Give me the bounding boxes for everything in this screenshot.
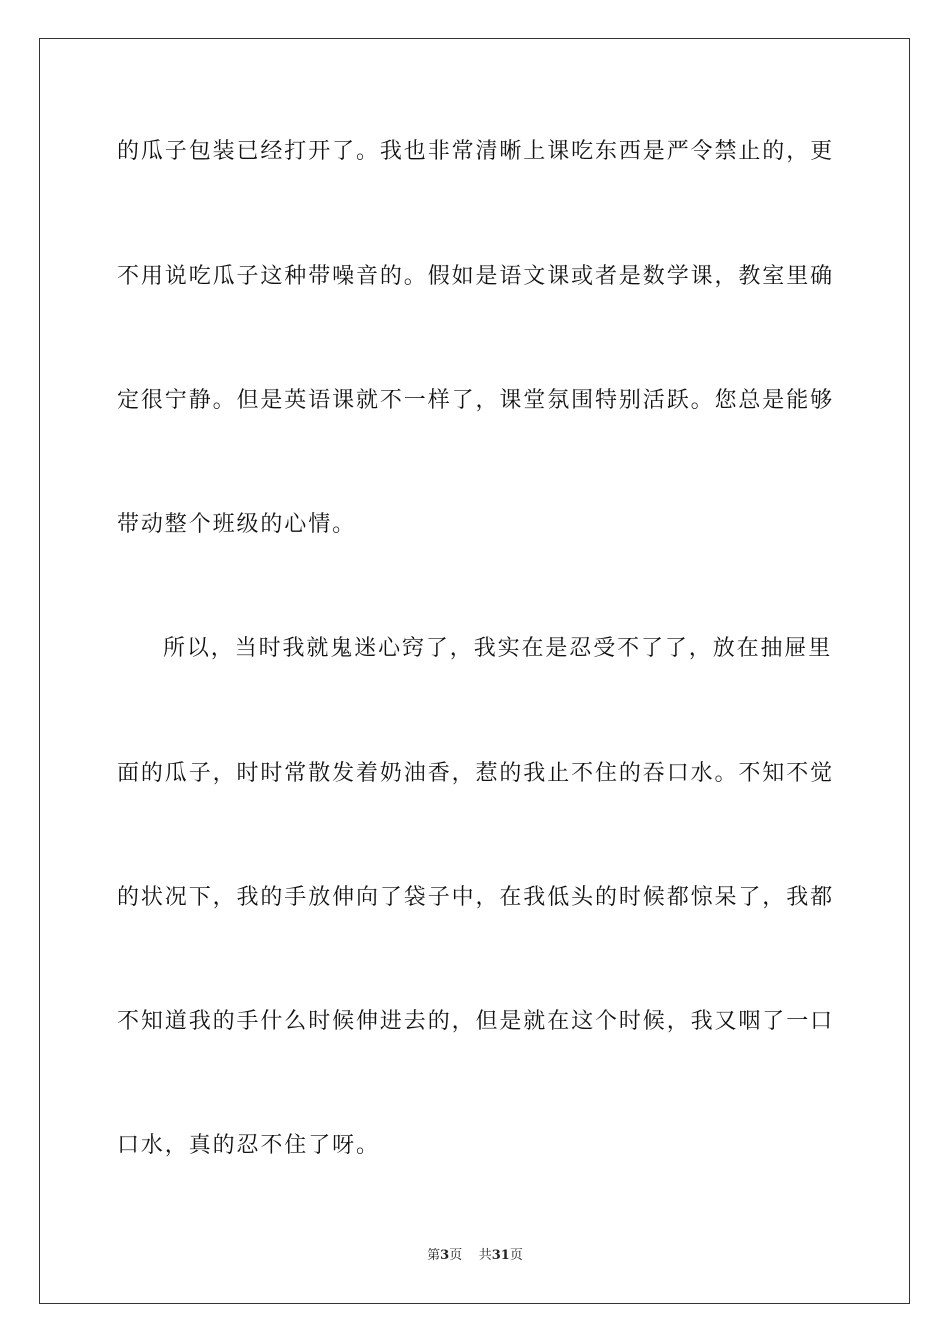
footer-total-pages: 31 bbox=[491, 1248, 510, 1263]
page-footer bbox=[0, 1247, 950, 1265]
text-line-1: 的瓜子包装已经打开了。我也非常清晰上课吃东西是严令禁止的，更 bbox=[117, 139, 835, 164]
text-line-4: 带动整个班级的心情。 bbox=[117, 512, 357, 537]
text-line-2: 不用说吃瓜子这种带噪音的。假如是语文课或者是数学课，教室里确 bbox=[117, 264, 835, 289]
text-line-6: 面的瓜子，时时常散发着奶油香，惹的我止不住的吞口水。不知不觉 bbox=[117, 761, 835, 786]
footer-total-prefix: 共 bbox=[478, 1248, 492, 1263]
footer-page-prefix: 第 bbox=[427, 1248, 441, 1263]
text-line-8: 不知道我的手什么时候伸进去的，但是就在这个时候，我又咽了一口 bbox=[117, 1009, 835, 1034]
paragraph-indented-line: 所以，当时我就鬼迷心窍了，我实在是忍受不了了，放在抽屉里 bbox=[163, 636, 833, 661]
footer-page-number: 3 bbox=[440, 1248, 450, 1263]
page-border bbox=[39, 38, 910, 1304]
footer-page-suffix: 页 bbox=[449, 1248, 463, 1263]
text-line-9: 口水，真的忍不住了呀。 bbox=[117, 1133, 380, 1158]
text-line-3: 定很宁静。但是英语课就不一样了，课堂氛围特别活跃。您总是能够 bbox=[117, 388, 835, 413]
footer-total-suffix: 页 bbox=[509, 1248, 523, 1263]
text-line-7: 的状况下，我的手放伸向了袋子中，在我低头的时候都惊呆了，我都 bbox=[117, 885, 835, 910]
